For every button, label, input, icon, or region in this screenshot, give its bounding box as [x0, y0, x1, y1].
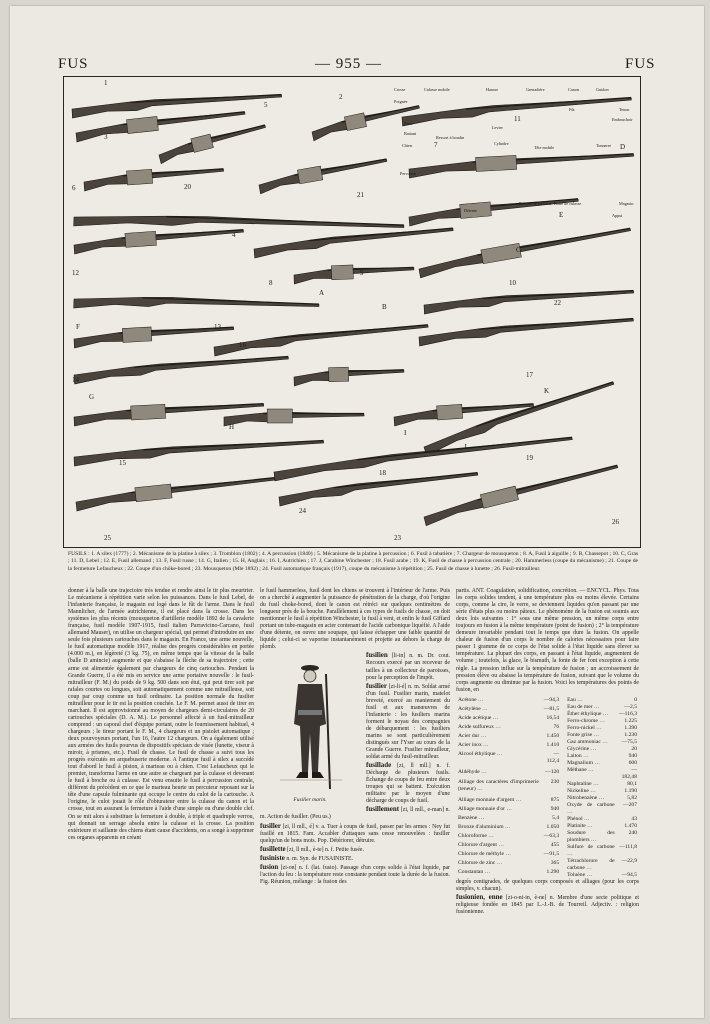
guns-engraving	[64, 77, 640, 547]
gun-drawing	[214, 323, 429, 356]
mechanism-part-label: Percuteur	[400, 171, 417, 176]
mechanism-part-label: Grenadière	[526, 87, 545, 92]
melting-point-row	[456, 779, 561, 797]
headword-fusionien: fusionien, enne	[456, 892, 503, 901]
text-column-2	[260, 588, 450, 887]
gun-drawing	[83, 164, 224, 191]
gun-drawing	[74, 212, 404, 238]
mechanism-part-label: Cylindre	[494, 141, 509, 146]
melting-point-row	[565, 802, 639, 816]
gun-letter-label: H	[229, 423, 235, 431]
gun-drawing	[157, 121, 268, 164]
entry-fusiniste	[260, 855, 450, 863]
melting-point-row	[456, 751, 561, 769]
melting-point-row	[565, 858, 639, 872]
melting-point-row	[456, 706, 561, 715]
melting-temperature: 5,82	[627, 794, 637, 801]
melting-temperature: 1.410	[546, 742, 560, 749]
mechanism-part-label: Crosse	[394, 87, 406, 92]
melting-temperature: 16,54	[546, 714, 560, 721]
substance-name: Chlorure de méthyle …	[458, 851, 511, 858]
gun-number-label: 15	[119, 459, 126, 467]
definition-fusionien: [zi-o-ni-in, è-ne] n. Membre d'une secte politique et religieuse fondée en 1845 par L.-J.-B. de Tourreil. Adjectiv. : religion fusionienne.	[456, 894, 640, 915]
melting-point-row	[565, 704, 639, 711]
gun-number-label: 6	[72, 184, 76, 192]
melting-temperature: 940	[550, 805, 560, 812]
mechanism-part-label: Canon	[568, 87, 579, 92]
melting-temperature: 455	[550, 842, 560, 849]
fusion-encyclopedia-text: partis. ANT. Coagulation, solidification, concrétion. — ENCYCL. Phys. Tous les corps solides tendent, à une température plus ou moins élevée. Certains corps, comme la cire, le verre, se deviennent liquides qu'en passant par une série d'états plus ou moins pâteux. Le phénomène de la fusion est soumis aux deux lois suivantes : 1° sous une même pression, un même corps entre toujours en fusion à la même température (point de fusion) ; 2° la température demeure invariable pendant tout le temps que dure la fusion. On appelle chaleur de fusion d'un corps le nombre de calories nécessaires pour faire passer 1 gramme de ce corps de l'état solide à l'état liquide sans élever sa température. La plupart des corps, en passant à l'état liquide, augmentent de volume ; toutefois, la glace, le bismuth, la fonte de fer font exception à cette règle. La pression influe sur la température de fusion ; un accroissement de pression élève ou abaisse la température de fusion, suivant que le volume du corps augmente ou diminue par la fusion. Voici les températures des points de fusion, en	[456, 588, 639, 693]
gun-letter-label: C	[516, 246, 521, 254]
gun-number-label: 16	[239, 341, 246, 349]
headword-fusiniste: fusiniste	[260, 853, 285, 862]
melting-point-row	[565, 725, 639, 732]
mechanism-part-label: Hausse	[486, 87, 499, 92]
melting-point-row	[456, 869, 561, 878]
gun-number-label: 4	[232, 231, 236, 239]
gun-drawing	[73, 225, 244, 254]
melting-point-row	[565, 697, 639, 704]
substance-name: Platinite …	[567, 822, 593, 829]
melting-point-row	[565, 830, 639, 844]
substance-name: Acier inox …	[458, 742, 489, 749]
substance-name: Alcool éthylique …	[458, 751, 503, 758]
substance-name: Acide acétique …	[458, 714, 499, 721]
gun-number-label: 13	[214, 323, 221, 331]
gun-drawing	[418, 224, 633, 278]
gun-number-label: 8	[269, 279, 273, 287]
melting-point-row	[565, 781, 639, 788]
mechanism-part-label: Culasse mobile	[424, 87, 450, 92]
mechanism-part-label: Ressort de gâchette	[519, 201, 552, 206]
gun-number-label: 3	[104, 133, 108, 141]
gun-letter-label: K	[544, 387, 550, 395]
gun-drawing	[74, 355, 289, 384]
gun-number-label: 22	[554, 299, 561, 307]
melting-point-row	[456, 797, 561, 806]
substance-name: Acétone …	[458, 696, 484, 703]
melting-point-row	[565, 872, 639, 879]
fusilier-marin-illustration	[260, 654, 360, 804]
gun-drawing	[419, 317, 634, 346]
mechanism-part-label: Poignée	[394, 99, 408, 104]
mechanism-part-label: Appui	[612, 213, 623, 218]
gun-letter-label: A	[319, 289, 325, 297]
gun-number-label: 9	[360, 269, 364, 277]
melting-point-row	[565, 844, 639, 858]
column-1-text: donner à la balle une trajectoire très tendue et rendre ainsi le tir plus meurtrier. Le mécanisme à répétition varie selon les puissances. Dans le fusil Lebel, de l'infanterie française, le magasin est logé dans le fût de l'arme. Dans le fusil Mannlicher, de l'armée autrichienne, il est placé dans la crosse. Dans les systèmes les plus récents (mousqueton d'artillerie modèle 1892 de la cavalerie française, fusil modèle 1907-1915, fusil italien Parravicino-Carcano, fusil allemand Mauser), on utilise un chargeur spécial, qui permet d'introduire en une seule fois plusieurs cartouches dans le magasin. En France, une arme nouvelle, le fusil automatique modèle 1917, réalise des progrès considérables en portée (4.000 m.), en légèreté (3 kg. 75), en même temps que la vitesse de la balle (balle D amincie) augmente et que s'abaisse la flèche de sa trajectoire ; cette arme est alimentée également par chargeurs de cinq cartouches. Pendant la Grande Guerre, il a été mis en service une arme portative nouvelle : le fusil-mitrailleur (F. M.) du poids de 9 kg. 500 dans son étui, qui peut tirer soit par rafales courtes ou longues, soit automatiquement comme une mitrailleuse, soit coup par coup comme un fusil ordinaire. La position normale du fusilier mitrailleur pour le tir est la position couchée. Le F. M. permet aussi de tirer en marchant. Il est approvisionné au moyen de chargeurs demi-circulaires de 20 cartouches spéciales (D. A. M.). Le personnel affecté à un fusil-mitrailleur comprend : un caporal chef d'équipe portant, outre le fournissement habituel, 4 chargeurs ; le tireur portant le F. M., 4 chargeurs et un pistolet automatique ; deux pourvoyeurs portant, l'un 16, l'autre 12 chargeurs. On a également utilisé aux armées des fusils pourvus de dispositifs spéciaux de visée (lunette, viseur à miroir, à prismes, etc.). Fusil de chasse. Le fusil de chasse a suivi tous les progrès exécutés en arquebuserie moderne. A l'antique fusil à silex a succédé tout d'abord le fusil à piston, à marteau ou à chien. C'est Lefaucheux qui le premier, transforma l'arme en une autre se chargeant par la culasse et devenant le fusil à broche ou à culasse. Est venu ensuite le fusil à percussion centrale, différent du précédent en ce que le marteau heurte un percuteur reposant sur la tête d'une capsule fulminante qui occupe le centre du culot de la cartouche. A l'origine, le culot jouait le rôle d'obturateur entre la culasse du canon et la crosse, tout en assurant la fermeture à l'aide d'une simple ou d'une double clef. On se mit alors à substituer la fermeture à double, à triple et quadruple verrou, qui donnait un serrage absolu entre la culasse et la crosse. La position extérieure et saillante des chiens étant cause d'accidents, on a songé à supprimer ces organes apparents en créant	[68, 588, 254, 841]
mechanism-part-label: Embouchoir	[612, 117, 633, 122]
entry-fusiller	[260, 823, 450, 845]
mechanism-part-label: Fût	[569, 107, 575, 112]
gun-drawing	[294, 263, 415, 284]
melting-point-row	[565, 760, 639, 767]
gun-letter-label: J	[464, 443, 467, 451]
substance-name: Constantan …	[458, 869, 491, 876]
figure-caption: Fusilier marin.	[293, 797, 327, 804]
gun-number-label: 5	[264, 101, 268, 109]
mechanism-part-label: Battant	[404, 131, 417, 136]
substance-name: Glycérine …	[567, 745, 597, 752]
mechanism-part-label: Tonnerre	[596, 143, 612, 148]
melting-point-row	[456, 697, 561, 706]
mechanism-part-label: Boîte de culasse	[554, 201, 582, 206]
substance-name: Chloroforme …	[458, 833, 494, 840]
substance-name: Laiton …	[567, 752, 589, 759]
melting-temperature: —120	[545, 769, 560, 776]
definition-fusion: [zi-on] n. f. (lat. fusio). Passage d'un corps solide à l'état liquide, par l'action du feu : la température reste constante pendant toute la durée de la fusion. Fig. Réunion, mélange : la fusion des	[260, 864, 450, 885]
melting-temperature: —91,5	[543, 851, 560, 858]
melting-temperature: 1.450	[546, 733, 560, 740]
melting-point-row	[456, 742, 561, 751]
melting-temperature: —94,3	[543, 696, 560, 703]
melting-point-row	[565, 711, 639, 718]
melting-point-row	[565, 767, 639, 781]
headword-fusion: fusion	[260, 862, 279, 871]
melting-point-row	[565, 739, 639, 746]
melting-temperature: 76	[553, 723, 560, 730]
melting-temperature: —22,9	[621, 857, 637, 864]
melting-temperature: —2,5	[624, 703, 637, 710]
definition-fusilien: [li-in] n. m. Dr. cout. Recours exercé par un receveur de tailles à un collecteur de paroisses, pour la perception de l'impôt.	[366, 653, 450, 681]
headword-fusilier: fusilier	[366, 681, 387, 690]
melting-point-row	[456, 842, 561, 851]
substance-name: Nitrobenzène …	[567, 794, 605, 801]
melting-point-row	[456, 851, 561, 860]
melting-temperature: —207	[623, 801, 637, 808]
substance-name: Éther éthylique …	[567, 710, 609, 717]
melting-point-row	[565, 795, 639, 802]
melting-temperature: —75,5	[621, 738, 637, 745]
mechanism-part-label: Levier	[492, 125, 503, 130]
substance-name: Naphtaline …	[567, 780, 599, 787]
gun-drawing	[409, 149, 635, 178]
text-column-1	[68, 588, 254, 843]
substance-name: Eau de mer …	[567, 703, 600, 710]
melting-point-row	[456, 815, 561, 824]
melting-temperature: 1.050	[546, 824, 560, 831]
mechanism-part-label: Busc	[404, 121, 413, 126]
header-left-word: FUS	[58, 56, 89, 72]
substance-name: Aldéhyde …	[458, 769, 487, 776]
gun-drawing	[424, 289, 634, 314]
mechanism-part-label: Chien	[402, 143, 413, 148]
substance-name: Phénol …	[567, 815, 590, 822]
definition-fusilier: [zi-li-é] n. m. Soldat armé d'un fusil. Fusilier marin, matelot breveté, exercé au maniement du fusil et aux manœuvres de l'infanterie : les fusiliers marins forment le noyau des compagnies de débarquement : les fusiliers marins se sont particulièrement distingués sur l'Yser au cours de la Grande Guerre. Fusilier mitrailleur, soldat armé du fusil-mitrailleur.	[366, 683, 450, 761]
melting-point-row	[456, 724, 561, 733]
melting-temperature: —63,3	[543, 833, 560, 840]
definition-fusillette: [zi, ll mll., è-te] n. f. Petite fusée.	[287, 846, 364, 853]
headword-fusillement: fusillement	[366, 805, 400, 814]
gun-number-label: 11	[514, 115, 521, 123]
melting-point-row	[456, 769, 561, 778]
gun-letter-label: D	[620, 143, 626, 151]
gun-number-label: 18	[379, 469, 386, 477]
substance-name: Oxyde de carbone …	[567, 801, 615, 815]
definition-fusiniste: n. m. Syn. de FUSAINISTE.	[286, 855, 354, 862]
substance-name: Benzène …	[458, 814, 485, 821]
guns-illustration-plate	[63, 76, 641, 548]
fusil-article-end: le fusil hammerless, fusil dont les chiens se trouvent à l'intérieur de l'arme. Puis on a cherché à augmenter la puissance de pénétration de la charge, d'où l'origine du fusil choke-bored, dont le canon est rétréci sur quelques centimètres de longueur près de la bouche. Parallèlement à ces types de fusils de chasse, on doit mentionner le fusil à répétition Winchester, le fusil à vent, et enfin le fusil Giffard portant un tube-magasin en acier contenant de l'acide carbonique liquéfié. A l'aide d'une détente, on ouvre une soupape, qui laisse échapper une faible quantité de liquide ; celui-ci se vaporise instantanément et projette au dehors la charge de plomb.	[260, 588, 450, 651]
melting-point-row	[565, 732, 639, 739]
gun-number-label: 7	[434, 141, 438, 149]
melting-temperature: —94,5	[621, 871, 637, 878]
melting-points-tables	[456, 695, 639, 879]
melting-temperature: 1.190	[624, 787, 637, 794]
gun-drawing	[294, 365, 405, 386]
mechanism-part-label: Ressort à boudin	[436, 135, 465, 140]
definition-fusiller: [zi, ll mll., é] v. a. Tuer à coups de fusil, passer par les armes : Ney fut fusillé en 1815. Fam. Accabler d'attaques sans cesse renouvelées : fusiller quelqu'un de bons mots. Pop. Détériorer, détruire.	[260, 823, 451, 844]
headword-fusillade: fusillade	[366, 761, 392, 770]
melting-temperature: 1.390	[624, 724, 637, 731]
entry-fusillette	[260, 846, 450, 854]
melting-temperature: 600	[628, 759, 637, 766]
melting-point-row	[565, 746, 639, 753]
melting-point-row	[565, 718, 639, 725]
melting-temperature: —116,3	[619, 710, 637, 717]
melting-point-row	[456, 715, 561, 724]
melting-point-row	[456, 806, 561, 815]
substance-name: Toluène …	[567, 871, 593, 878]
gun-number-label: 17	[526, 371, 533, 379]
substance-name: Fonte grise …	[567, 731, 600, 738]
gun-drawing	[72, 93, 282, 118]
gun-number-label: 12	[72, 269, 79, 277]
gun-number-label: 10	[509, 279, 516, 287]
gun-letter-label: F	[76, 323, 80, 331]
gun-drawing	[422, 461, 620, 526]
gun-drawing	[75, 473, 276, 511]
gun-drawing	[254, 227, 454, 258]
substance-name: Tétrachlorure de carbone …	[567, 857, 615, 871]
substance-name: Magnalium …	[567, 759, 600, 766]
gun-number-label: 26	[612, 518, 619, 526]
melting-temperature: 20	[631, 745, 637, 752]
dictionary-page	[10, 6, 704, 1018]
melting-points-note: degrés centigrades, de quelques corps composés et alliages (pour les corps simples, v. chacun).	[456, 878, 639, 892]
entry-fusionien	[456, 894, 639, 916]
gun-number-label: 25	[104, 534, 111, 542]
melting-temperature: —81,5	[543, 705, 560, 712]
fusilier-marin-figure	[260, 654, 360, 804]
melting-point-row	[456, 733, 561, 742]
gun-number-label: 21	[357, 191, 364, 199]
substance-name: Acide sulfureux …	[458, 723, 501, 730]
substance-name: Chlorure d'argent …	[458, 842, 504, 849]
substance-name: Ferro-nickel …	[567, 724, 602, 731]
mechanism-part-label: Guidon	[596, 87, 609, 92]
substance-name: Acétylène …	[458, 705, 488, 712]
substance-name: Alliage des caractères d'imprimerie (teneur) …	[458, 778, 539, 792]
headword-fusiller: fusiller	[260, 821, 281, 830]
melting-temperature: 80,1	[627, 780, 637, 787]
gun-drawing	[74, 439, 324, 466]
substance-name: Alliage monnaie d'argent …	[458, 796, 522, 803]
melting-point-row	[456, 824, 561, 833]
gun-letter-label: I	[404, 429, 407, 437]
gun-number-label: 1	[104, 79, 108, 87]
entry-fusion	[260, 864, 450, 886]
definition-fusillade: [zi, ll mll.] n. f. Décharge de plusieurs fusils. Échange de coups de feu entre deux troupes qui se battent. Exécution militaire par le moyen d'une décharge de coups de fusil.	[366, 763, 451, 805]
gun-letter-label: B	[382, 303, 387, 311]
substance-name: Acier dur …	[458, 733, 487, 740]
substance-name: Chlorure de zinc …	[458, 860, 503, 867]
mechanism-part-label: Tenon	[619, 107, 630, 112]
substance-name: Méthane …	[567, 766, 594, 773]
headword-fusillette: fusillette	[260, 844, 286, 853]
substance-name: Alliage monnaie d'or …	[458, 805, 512, 812]
mechanism-part-label: Détente	[464, 208, 478, 213]
page-header	[10, 56, 704, 76]
gun-number-label: 20	[184, 183, 191, 191]
substance-name: Ferro-chrome …	[567, 717, 605, 724]
melting-temperature: 875	[550, 796, 560, 803]
melting-points-table-right	[565, 697, 639, 879]
gun-drawing	[393, 399, 534, 426]
melting-point-row	[565, 788, 639, 795]
substance-name: Sulfure de carbone …	[567, 843, 615, 857]
melting-temperature: 230	[550, 778, 560, 785]
gun-number-label: 19	[526, 454, 533, 462]
melting-temperature: —112,4	[546, 751, 560, 765]
gun-number-label: 14	[72, 376, 79, 384]
melting-temperature: 1.290	[546, 869, 560, 876]
melting-temperature: 240	[628, 829, 637, 836]
plate-caption: FUSILS : 1. A silex (1777) ; 2. Mécanisme de la platine à silex ; 3. Tromblon (1802) ; 4. A percussion (1840) ; 5. Mécanisme de la platine à percussion ; 6. Fusil à tabatière ; 7. Chargeur de mousqueton ; 8. A, Fusil à aiguille ; 9. B, Chassepot ; 10. C, Gras ; 11. D, Lebel ; 12. E, Fusil allemand ; 13. F, Fusil russe ; 14. G, Italien ; 15. H, Anglais ; 16. I, Autrichien ; 17. J, Carabine Winchester ; 18. Fusil arabe ; 19. K, Fusil de chasse à percussion centrale ; 20. Hammerless (coupe du mécanisme) ; 21. Coupe de la fermeture Lefaucheux ; 22. Coupe d'un chôke-bored ; 23. Mousqueton (Mle 1892) ; 24. Fusil automatique français (1917), coupe du mécanisme à répétition ; 25. Fusil de chasse à lunette ; 26. Fusil-mitrailleur.	[68, 551, 638, 572]
mechanism-part-label: Magasin	[619, 201, 634, 206]
gun-number-label: 2	[339, 93, 343, 101]
gun-drawing	[224, 409, 364, 426]
melting-temperature: 5,4	[552, 814, 560, 821]
substance-name: Bronze d'aluminium …	[458, 824, 511, 831]
melting-point-row	[565, 753, 639, 760]
headword-fusilien: fusilien	[366, 651, 388, 660]
substance-name: Soudure des plombiers …	[567, 829, 615, 843]
gun-drawing	[74, 294, 319, 317]
melting-point-row	[456, 833, 561, 842]
gun-number-label: 23	[394, 534, 401, 542]
melting-temperature: 0	[634, 696, 637, 703]
substance-name: Nickeline …	[567, 787, 596, 794]
melting-temperature: 365	[550, 860, 560, 867]
melting-point-row	[456, 860, 561, 869]
gun-number-label: 24	[299, 507, 306, 515]
entry-fusillement	[260, 806, 450, 821]
gun-drawing	[408, 194, 582, 226]
melting-temperature: 43	[631, 815, 637, 822]
mechanism-part-label: Tête mobile	[534, 145, 555, 150]
gun-letter-label: G	[89, 393, 95, 401]
melting-temperature: 1.230	[624, 731, 637, 738]
melting-temperature: 1.225	[624, 717, 637, 724]
melting-points-table-left	[456, 697, 561, 879]
melting-temperature: 940	[628, 752, 637, 759]
gun-drawing	[74, 323, 235, 348]
melting-point-row	[565, 816, 639, 823]
melting-temperature: —111,8	[619, 843, 637, 850]
substance-name: Gaz ammoniac …	[567, 738, 608, 745]
melting-temperature: —182,48	[621, 766, 637, 780]
header-right-word: FUS	[625, 56, 656, 72]
gun-drawing	[258, 155, 389, 194]
melting-temperature: 1.470	[624, 822, 637, 829]
substance-name: Eau …	[567, 696, 583, 703]
definition-fusillement: [zi, ll mll., e-man] n. m. Action de fusiller. (Peu us.)	[260, 807, 450, 821]
header-page-number: — 955 —	[315, 56, 382, 72]
gun-letter-label: E	[559, 211, 564, 219]
text-column-3	[456, 588, 639, 917]
melting-point-row	[565, 823, 639, 830]
